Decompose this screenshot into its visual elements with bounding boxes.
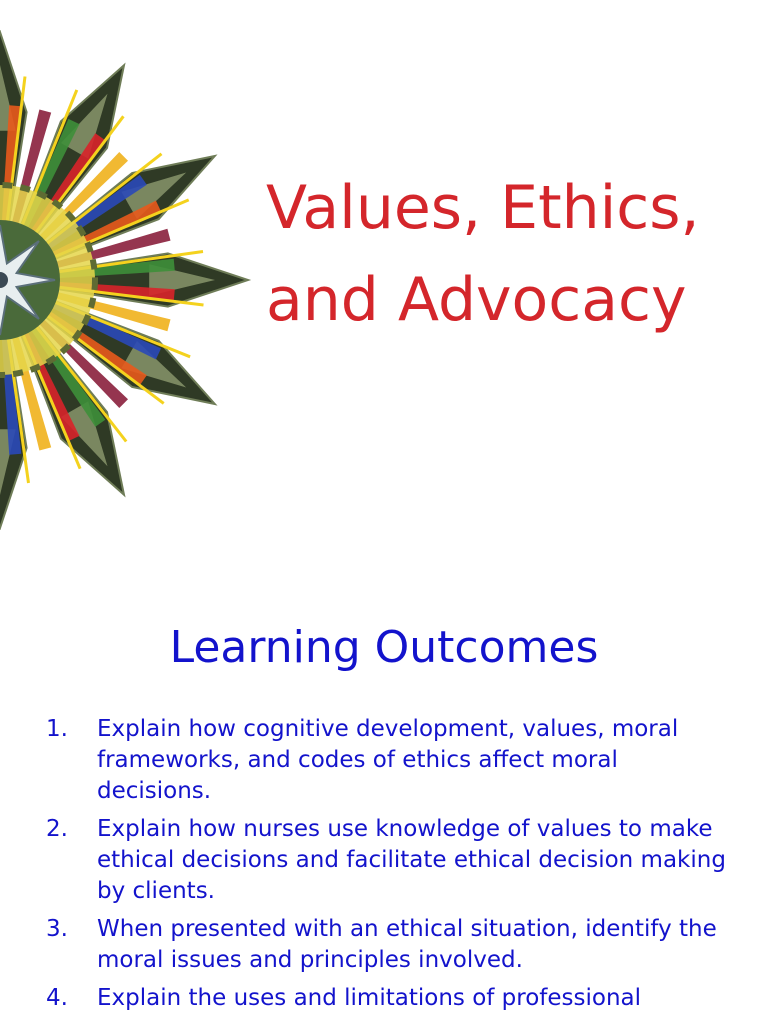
outcome-text: Explain how nurses use knowledge of values to make ethical decisions and facilitate ethical decision making by clients. bbox=[97, 816, 726, 904]
title-line-1: Values, Ethics, bbox=[266, 173, 700, 243]
outcome-number: 1. bbox=[46, 716, 68, 742]
outcome-text: Explain how cognitive development, values, moral frameworks, and codes of ethics affect moral decisions. bbox=[97, 716, 679, 804]
outcome-number: 2. bbox=[46, 816, 68, 842]
title-line-2: and Advocacy bbox=[266, 265, 687, 335]
outcome-item bbox=[46, 814, 726, 907]
learning-outcomes-slide bbox=[0, 576, 768, 1024]
outcome-text: When presented with an ethical situation, identify the moral issues and principles involved. bbox=[97, 916, 717, 973]
outcome-number: 4. bbox=[46, 985, 68, 1011]
slide-title bbox=[266, 162, 700, 346]
outcome-item bbox=[46, 914, 726, 976]
outcome-number: 3. bbox=[46, 916, 68, 942]
learning-outcomes-list bbox=[46, 714, 726, 1021]
learning-outcomes-heading: Learning Outcomes bbox=[169, 622, 599, 673]
outcome-item bbox=[46, 714, 726, 807]
outcome-item bbox=[46, 983, 726, 1014]
outcome-text: Explain the uses and limitations of professional bbox=[97, 985, 642, 1011]
kaleidoscope-starburst-image bbox=[0, 30, 260, 530]
